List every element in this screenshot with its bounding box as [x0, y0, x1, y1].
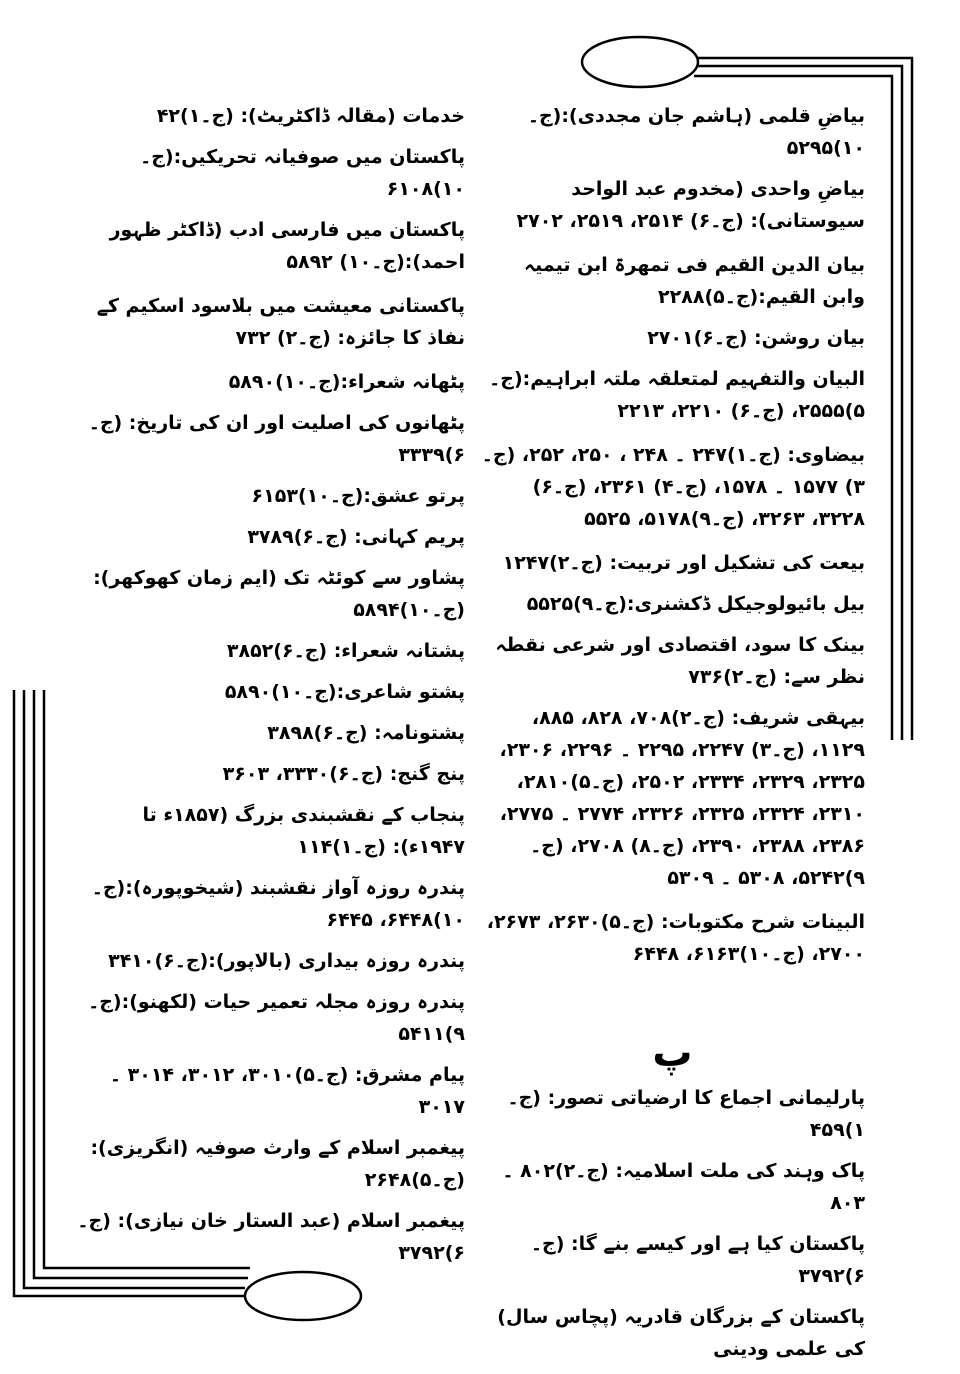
index-entry: بیاضِ واحدی (مخدوم عبد الواحد سیوستانی): (ج۔۶) ۲۵۱۴، ۲۵۱۹، ۲۷۰۲: [516, 178, 865, 232]
index-entry: بیاضِ قلمی (ہاشم جان مجددی):(ج۔۱۰)۵۲۹۵: [527, 105, 865, 159]
index-entry: پٹھانوں کی اصلیت اور ان کی تاریخ: (ج۔۶)۳۳۳۹: [88, 412, 465, 466]
index-entry: پنج گنج: (ج۔۶)۳۳۳۰، ۳۶۰۳: [222, 763, 465, 785]
index-entry: پارلیمانی اجماع کا ارضیاتی تصور: (ج۔۱)۴۵۹: [507, 1087, 865, 1141]
section-heading-pe: پ: [652, 1030, 693, 1076]
index-entry: پاکستانی معیشت میں بلاسود اسکیم کے نفاذ کا جائزہ: (ج۔۲) ۷۳۲: [96, 295, 465, 349]
index-entry: پندرہ روزہ مجلہ تعمیر حیات (لکھنو):(ج۔۹)۵۴۱۱: [88, 991, 465, 1045]
index-entry: پنجاب کے نقشبندی بزرگ (۱۸۵۷ء تا ۱۹۴۷ء): (ج۔۱)۱۱۴: [142, 804, 465, 858]
index-entry: بیل بائیولوجیکل ڈکشنری:(ج۔۹)۵۵۲۵: [526, 593, 865, 615]
index-entry: پیام مشرق: (ج۔۵)۳۰۱۰، ۳۰۱۲، ۳۰۱۴ ۔ ۳۰۱۷: [109, 1064, 465, 1118]
index-entry: پشتانہ شعراء: (ج۔۶)۳۸۵۲: [226, 640, 465, 662]
index-entry: پیغمبر اسلام (عبد الستار خان نیازی): (ج۔۶)۳۷۹۲: [77, 1210, 465, 1264]
index-entry: بیعت کی تشکیل اور تربیت: (ج۔۲)۱۲۴۷: [502, 552, 865, 574]
index-entry: بیضاوی: (ج۔۱)۲۴۷ ۔ ۲۴۸ ، ۲۵۰، ۲۵۲، (ج۔۳) ۱۵۷۷ ۔ ۱۵۷۸، (ج۔۴) ۲۳۶۱، (ج۔۶) ۳۲۲۸، ۳۲۶۳، (ج۔۹)۵۱۷۸، ۵۵۲۵: [481, 444, 865, 530]
right-column: [480, 100, 865, 1374]
index-entry: پاکستان کے بزرگان قادریہ (پچاس سال) کی علمی ودینی: [497, 1306, 865, 1360]
index-entry: پیغمبر اسلام کے وارث صوفیہ (انگریزی): (ج۔۵)۲۶۴۸: [90, 1137, 465, 1191]
index-entry: خدمات (مقالہ ڈاکٹریٹ): (ج۔۱)۴۲: [156, 105, 465, 127]
index-entry: پریم کہانی: (ج۔۶)۳۷۸۹: [247, 526, 465, 548]
index-entry: بیان روشن: (ج۔۶)۲۷۰۱: [647, 327, 865, 349]
index-entry: پشتونامہ: (ج۔۶)۳۸۹۸: [267, 722, 465, 744]
index-entry: پاکستان میں صوفیانہ تحریکیں:(ج۔۱۰)۶۱۰۸: [140, 146, 465, 200]
index-entry: البیان والتفہیم لمتعلقہ ملتہ ابراہیم:(ج۔۵)۲۵۵۵، (ج۔۶) ۲۲۱۰، ۲۲۱۳: [489, 368, 865, 422]
left-column: [75, 100, 465, 1278]
bottom-oval-ornament: [245, 1272, 361, 1320]
index-entry: پندرہ روزہ بیداری (بالاپور):(ج۔۶)۳۴۱۰: [108, 950, 465, 972]
index-entry: پشاور سے کوئٹہ تک (ایم زمان کھوکھر):(ج۔۱۰)۵۸۹۴: [93, 567, 465, 621]
index-entry: پاکستان میں فارسی ادب (ڈاکٹر ظہور احمد):(ج۔۱۰) ۵۸۹۲: [109, 219, 465, 273]
index-entry: پاکستان کیا ہے اور کیسے بنے گا: (ج۔۶)۳۷۹۲: [530, 1233, 865, 1287]
index-entry: پرتو عشق:(ج۔۱۰)۶۱۵۳: [251, 485, 465, 507]
index-entry: پشتو شاعری:(ج۔۱۰)۵۸۹۰: [224, 681, 465, 703]
index-entry: پاک وہند کی ملت اسلامیہ: (ج۔۲)۸۰۲ ۔ ۸۰۳: [502, 1160, 865, 1214]
top-oval-ornament: [582, 37, 698, 87]
index-entry: بینک کا سود، اقتصادی اور شرعی نقطہ نظر سے: (ج۔۲)۷۳۶: [495, 634, 865, 688]
index-entry: بیہقی شریف: (ج۔۲)۷۰۸، ۸۲۸، ۸۸۵، ۱۱۲۹، (ج۔۳) ۲۲۴۷، ۲۲۹۵ ۔ ۲۲۹۶، ۲۳۰۶، ۲۳۲۵، ۲۳۲۹، ۲۳۳۴، ۲۵۰۲، (ج۔۵)۲۸۱۰، ۲۳۱۰، ۲۳۲۴، ۲۳۲۵، ۲۳۲۶، ۲۷۷۴ ۔ ۲۷۷۵، ۲۳۸۶، ۲۳۸۸، ۲۳۹۰، (ج۔۸) ۲۷۰۸، (ج۔۹)۵۲۴۲، ۵۳۰۸ ۔ ۵۳۰۹: [499, 707, 865, 889]
index-entry: البینات شرح مکتوبات: (ج۔۵)۲۶۳۰، ۲۶۷۳، ۲۷۰۰، (ج۔۱۰)۶۱۶۳، ۶۴۴۸: [486, 911, 865, 965]
index-entry: پٹھانہ شعراء:(ج۔۱۰)۵۸۹۰: [228, 371, 465, 393]
index-entry: پندرہ روزہ آواز نقشبند (شیخوپورہ):(ج۔۱۰)۶۴۴۸، ۶۴۴۵: [91, 877, 465, 931]
index-entry: بیان الدین القیم فی تمھرۃ ابن تیمیہ وابن القیم:(ج۔۵)۲۲۸۸: [523, 254, 865, 308]
